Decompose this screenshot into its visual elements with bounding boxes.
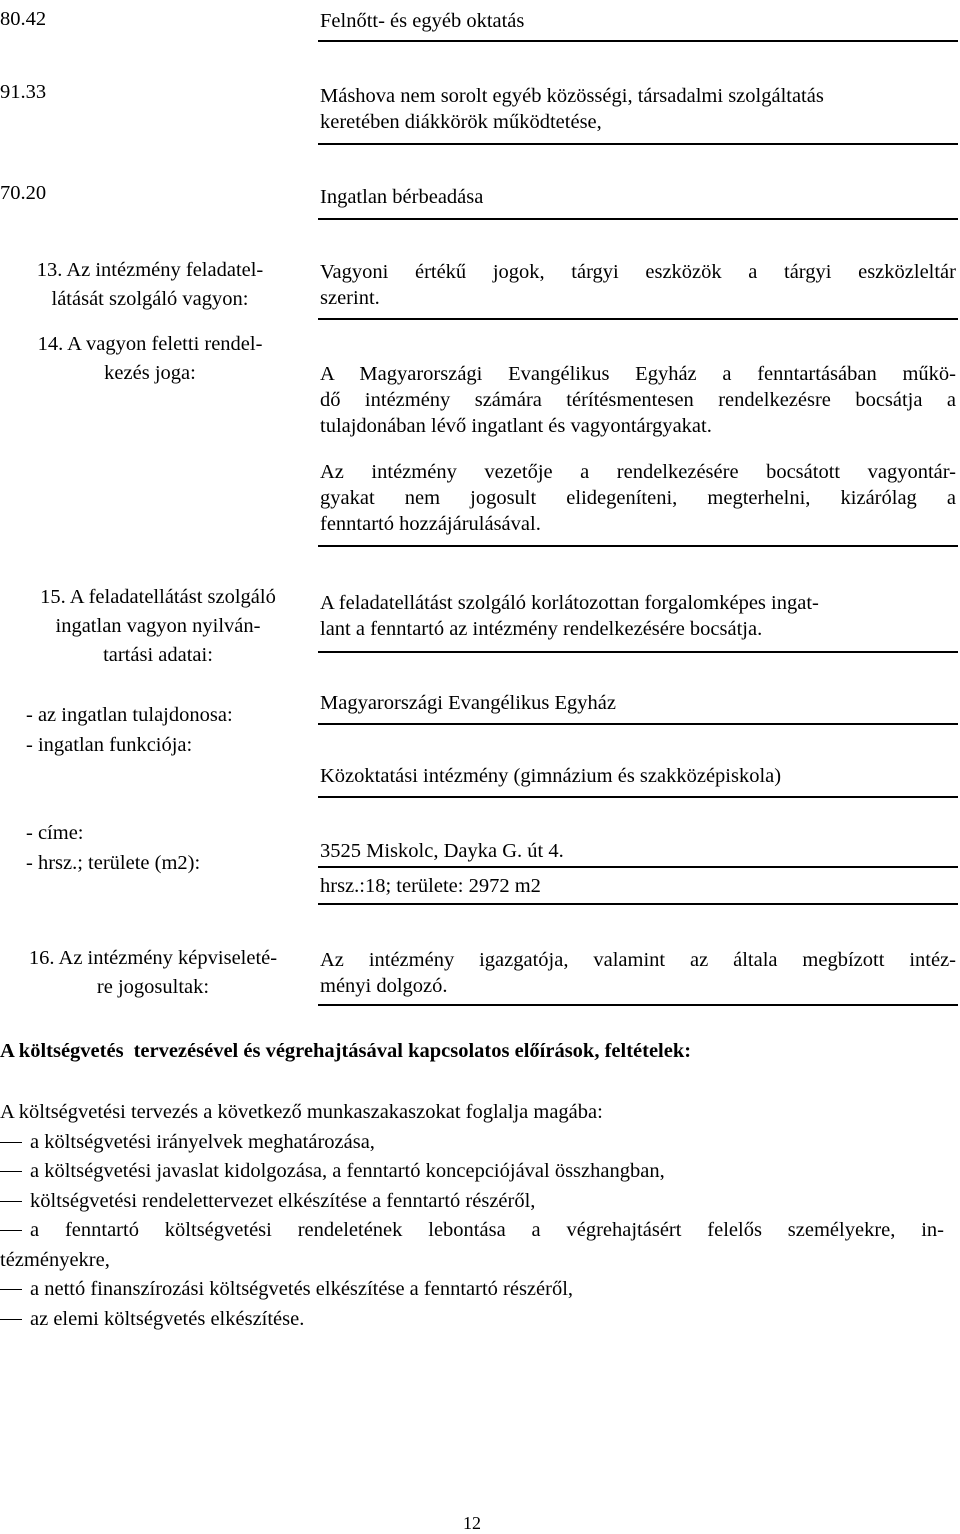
address-value: 3525 Miskolc, Dayka G. út 4.: [320, 840, 564, 862]
activity-description: Felnőtt- és egyéb oktatás: [320, 10, 525, 32]
field-value-representation: Az intézmény igazgatója, valamint az általa megbízott intéz- ményi dolgozó.: [320, 949, 956, 997]
budget-planning-list: [0, 1098, 944, 1334]
list-item: a nettó finanszírozási költségvetés elkészítése a fenntartó részéről,: [0, 1275, 944, 1305]
divider: [318, 796, 958, 798]
section-heading: A költségvetés tervezésével és végrehajtásával kapcsolatos előírások, feltételek:: [0, 1040, 692, 1062]
list-item: költségvetési rendelettervezet elkészítése a fenntartó részéről,: [0, 1187, 944, 1217]
divider: [318, 866, 958, 868]
divider: [318, 723, 958, 725]
address-label: - címe:: [26, 822, 84, 844]
list-item-continuation: tézményekre,: [0, 1248, 110, 1271]
field-label-property: 15. A feladatellátást szolgáló ingatlan vagyon nyilván- tartási adatai:: [40, 586, 276, 666]
budget-intro: A költségvetési tervezés a következő munkaszakaszokat foglalja magába:: [0, 1101, 603, 1123]
hrsz-value: hrsz.:18; területe: 2972 m2: [320, 875, 541, 897]
activity-code: 91.33: [0, 81, 47, 103]
divider: [318, 143, 958, 145]
list-item: a fenntartó költségvetési rendeletének lebontása a végrehajtásért felelős személyekre, in-: [0, 1216, 944, 1246]
divider: [318, 218, 958, 220]
divider: [318, 651, 958, 653]
activity-description: Ingatlan bérbeadása: [320, 186, 484, 208]
activity-code: 80.42: [0, 8, 47, 30]
field-label-disposal-right: 14. A vagyon feletti rendel- kezés joga:: [37, 333, 263, 384]
field-value-disposal-right-p2: Az intézmény vezetője a rendelkezésére bocsátott vagyontár- gyakat nem jogosult elidegeníteni, megterhelni, kizárólag a fenntartó hozzájárulásával.: [320, 461, 956, 535]
list-item: az elemi költségvetés elkészítése.: [0, 1305, 944, 1335]
field-label-assets: 13. Az intézmény feladatel- látását szolgáló vagyon:: [36, 259, 264, 310]
divider: [318, 903, 958, 905]
divider: [318, 545, 958, 547]
activity-code: 70.20: [0, 182, 47, 204]
field-value-disposal-right-p1: A Magyarországi Evangélikus Egyház a fenntartásában műkö- dő intézmény számára térítésmentesen rendelkezésre bocsátja a tulajdonában lévő ingatlant és vagyontárgyakat.: [320, 363, 956, 437]
page-number: 12: [463, 1513, 481, 1533]
divider: [318, 318, 958, 320]
function-value: Közoktatási intézmény (gimnázium és szakközépiskola): [320, 765, 782, 787]
field-value-property: A feladatellátást szolgáló korlátozottan forgalomképes ingat- lant a fenntartó az intézmény rendelkezésére bocsátja.: [320, 592, 819, 640]
divider: [318, 40, 958, 42]
field-value-assets: Vagyoni értékű jogok, tárgyi eszközök a tárgyi eszközleltár szerint.: [320, 261, 956, 309]
owner-value: Magyarországi Evangélikus Egyház: [320, 692, 617, 714]
owner-label: - az ingatlan tulajdonosa:: [26, 704, 233, 726]
divider: [318, 1004, 958, 1006]
hrsz-label: - hrsz.; területe (m2):: [26, 852, 201, 874]
function-label: - ingatlan funkciója:: [26, 734, 193, 756]
field-label-representation: 16. Az intézmény képviseleté- re jogosultak:: [28, 947, 278, 998]
list-item: a költségvetési javaslat kidolgozása, a fenntartó koncepciójával összhangban,: [0, 1157, 944, 1187]
activity-description: Máshova nem sorolt egyéb közösségi, társadalmi szolgáltatás keretében diákkörök működtetése,: [320, 85, 824, 133]
list-item: a költségvetési irányelvek meghatározása,: [0, 1128, 944, 1158]
